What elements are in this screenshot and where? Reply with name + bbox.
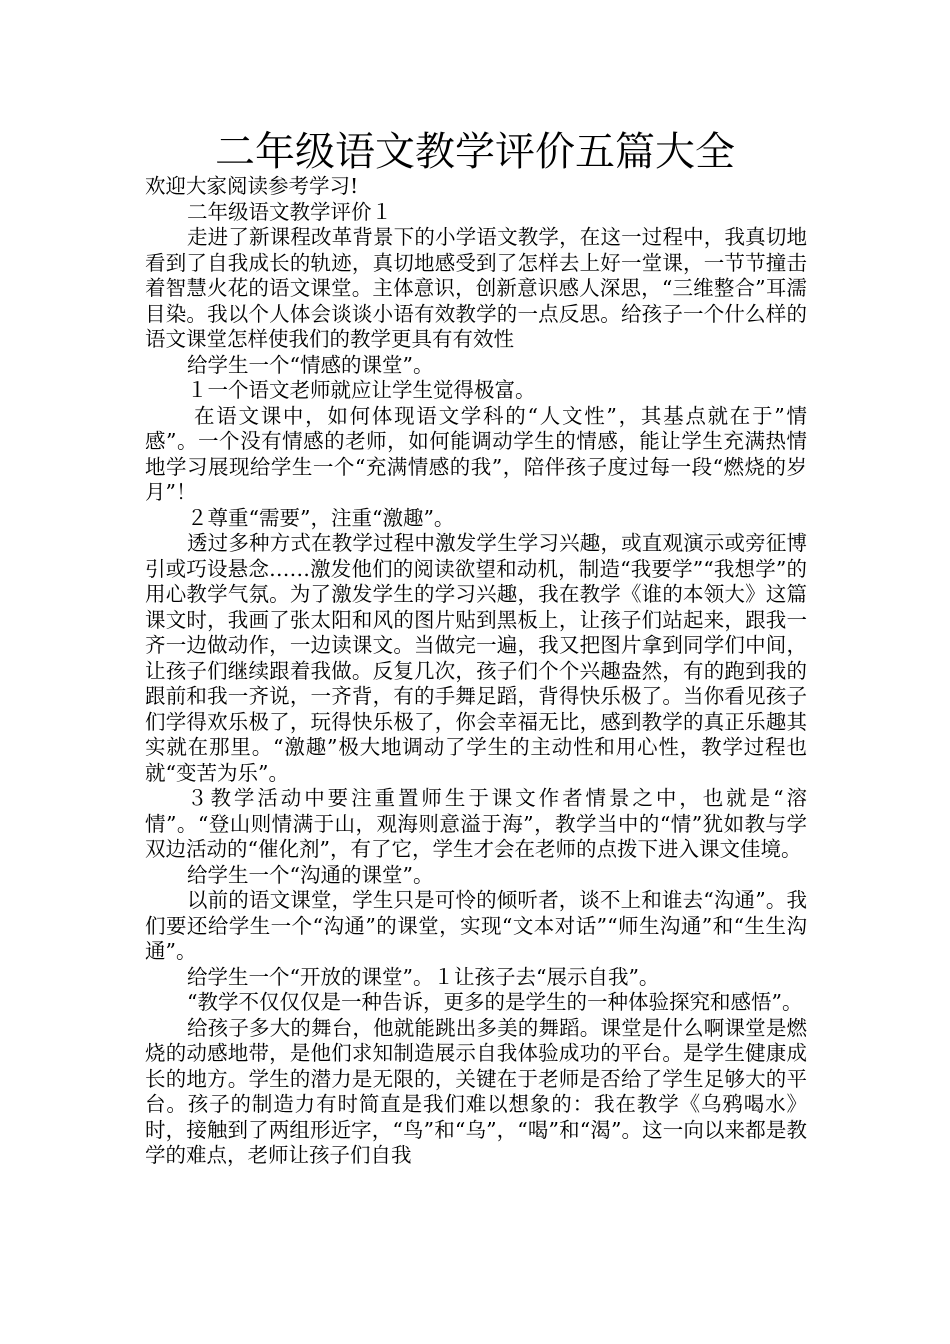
body-paragraph: 给学生一个“开放的课堂”。１让孩子去“展示自我”。 — [187, 964, 660, 989]
document-body — [145, 174, 807, 1169]
body-paragraph: 透过多种方式在教学过程中激发学生学习兴趣，或直观演示或旁征博引或巧设悬念……激发他们的阅读欲望和动机，制造“我要学”“我想学”的用心教学气氛。为了激发学生的学习兴趣，我在教学《谁的本领大》这篇课文时，我画了张太阳和风的图片贴到黑板上，让孩子们站起来，跟我一齐一边做动作，一边读课文。当做完一遍，我又把图片拿到同学们中间，让孩子们继续跟着我做。反复几次，孩子们个个兴趣盎然，有的跑到我的跟前和我一齐说，一齐背，有的手舞足蹈，背得快乐极了。当你看见孩子们学得欢乐极了，玩得快乐极了，你会幸福无比，感到教学的真正乐趣其实就在那里。“激趣”极大地调动了学生的主动性和用心性，教学过程也就“变苦为乐”。 — [145, 531, 807, 785]
section-heading: 二年级语文教学评价１ — [187, 199, 392, 224]
body-paragraph: １一个语文老师就应让学生觉得极富。 — [187, 378, 536, 402]
document-title: 二年级语文教学评价五篇大全 — [215, 129, 735, 175]
body-paragraph: 给学生一个“沟通的课堂”。 — [187, 862, 434, 887]
body-paragraph: 给学生一个“情感的课堂”。 — [187, 352, 434, 377]
body-paragraph: “教学不仅仅仅是一种告诉，更多的是学生的一种体验探究和感悟”。 — [187, 990, 803, 1014]
body-paragraph: 在语文课中，如何体现语文学科的“人文性”，其基点就在于”情感”。一个没有情感的老师，如何能调动学生的情感，能让学生充满热情地学习展现给学生一个“充满情感的我”，陪伴孩子度过每一段“燃烧的岁月”！ — [145, 403, 807, 504]
body-paragraph: 以前的语文课堂，学生只是可怜的倾听者，谈不上和谁去“沟通”。我们要还给学生一个“沟通”的课堂，实现“文本对话”“师生沟通”和“生生沟通”。 — [145, 888, 807, 963]
body-paragraph: ２尊重“需要”，注重“激趣”。 — [187, 505, 455, 530]
body-paragraph: 给孩子多大的舞台，他就能跳出多美的舞蹈。课堂是什么啊课堂是燃烧的动感地带，是他们求知制造展示自我体验成功的平台。是学生健康成长的地方。学生的潜力是无限的，关键在于老师是否给了学生足够大的平台。孩子的制造力有时简直是我们难以想象的：我在教学《乌鸦喝水》时，接触到了两组形近字，“鸟”和“乌”，“喝”和“渴”。这一向以来都是教学的难点，老师让孩子们自我 — [145, 1015, 807, 1167]
greeting-paragraph: 欢迎大家阅读参考学习! — [145, 174, 359, 198]
body-paragraph: 走进了新课程改革背景下的小学语文教学，在这一过程中，我真切地看到了自我成长的轨迹，真切地感受到了怎样去上好一堂课，一节节撞击着智慧火花的语文课堂。主体意识，创新意识感人深思，“三维整合”耳濡目染。我以个人体会谈谈小语有效教学的一点反思。给孩子一个什么样的语文课堂怎样使我们的教学更具有有效性 — [145, 225, 807, 351]
body-paragraph: ３教学活动中要注重置师生于课文作者情景之中，也就是“溶情”。“登山则情满于山，观海则意溢于海”，教学当中的“情”犹如教与学双边活动的“催化剂”，有了它，学生才会在老师的点拨下进入课文佳境。 — [145, 786, 807, 861]
